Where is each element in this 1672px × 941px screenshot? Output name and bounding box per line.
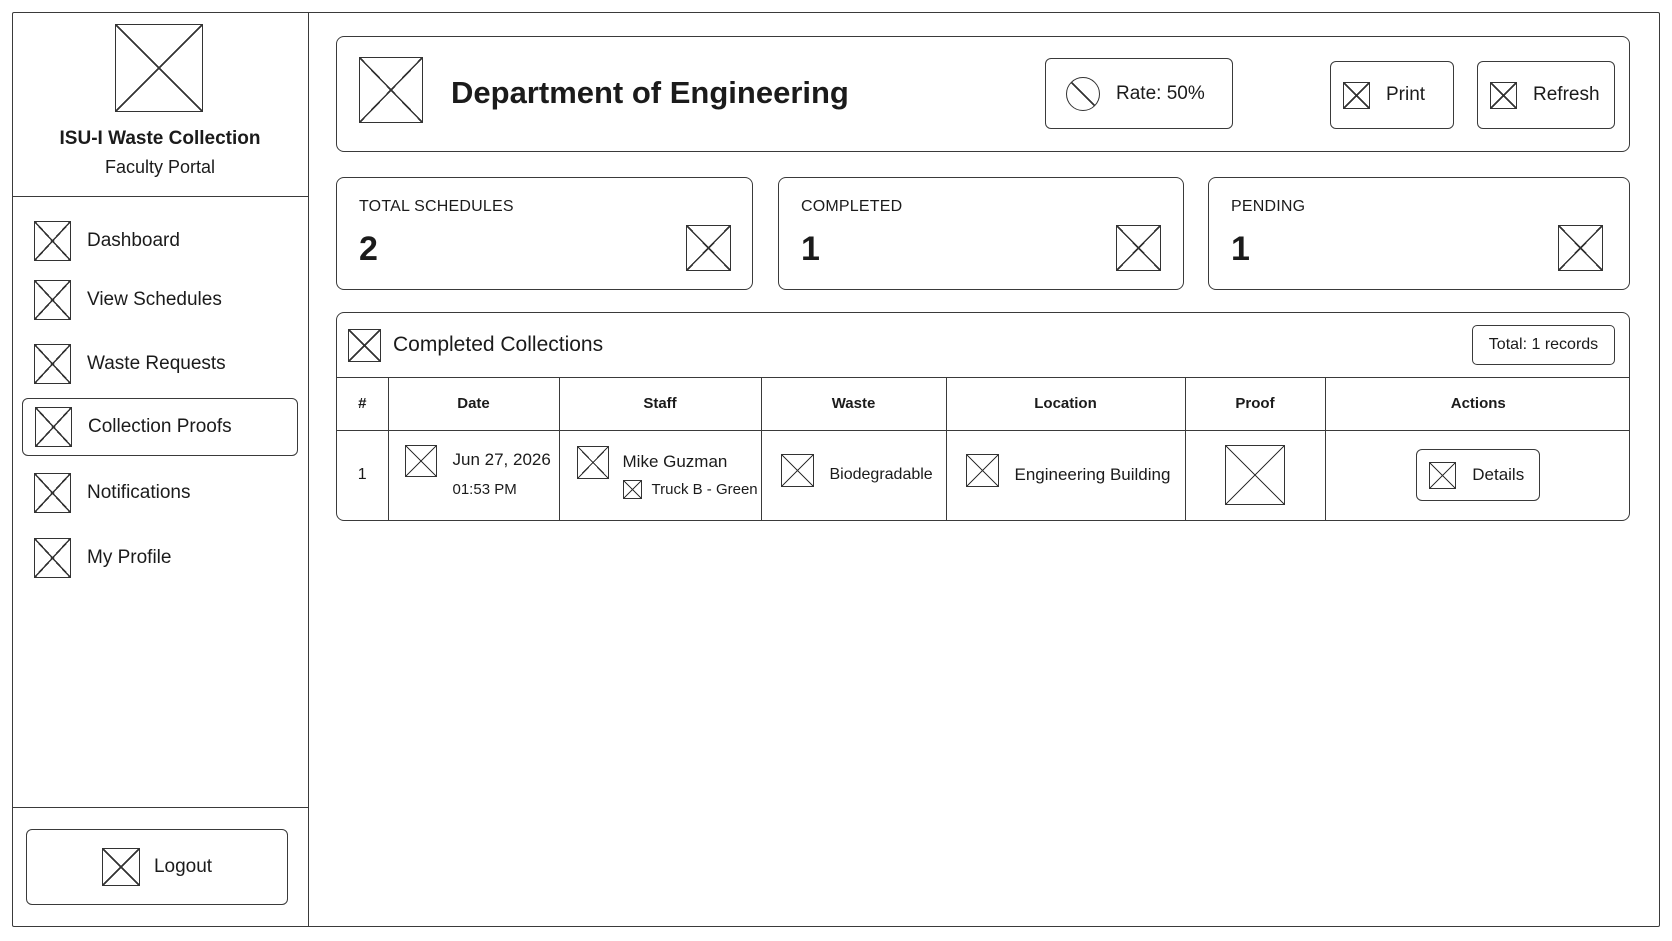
- proof-image-thumbnail[interactable]: [1225, 445, 1285, 505]
- sidebar-item-waste-requests[interactable]: [22, 335, 298, 393]
- column-header-waste[interactable]: Waste: [761, 378, 946, 430]
- sidebar-item-my-profile[interactable]: [22, 529, 298, 587]
- location-icon: [966, 454, 999, 487]
- location-name: Engineering Building: [1014, 465, 1171, 485]
- rate-badge: [1045, 58, 1233, 129]
- sidebar-item-label: Notifications: [87, 482, 191, 503]
- collections-table: [337, 378, 1630, 520]
- panel-title: Completed Collections: [393, 333, 604, 356]
- column-header-proof[interactable]: Proof: [1185, 378, 1325, 430]
- rate-label: Rate: 50%: [1116, 82, 1205, 104]
- sidebar-item-label: View Schedules: [87, 289, 222, 310]
- column-header-number[interactable]: #: [337, 378, 388, 430]
- brand-subtitle: Faculty Portal: [104, 157, 216, 177]
- logout-icon: [102, 848, 140, 886]
- waste-type-icon: [781, 454, 814, 487]
- staff-cell: [559, 430, 761, 520]
- refresh-button[interactable]: [1477, 61, 1615, 129]
- completed-collections-panel: [336, 312, 1630, 521]
- panel-header: [337, 313, 1629, 378]
- logout-label: Logout: [153, 856, 213, 877]
- calendar-icon: [405, 445, 437, 477]
- sidebar-item-collection-proofs[interactable]: [22, 398, 298, 456]
- collection-date: Jun 27, 2026: [452, 450, 551, 470]
- logo-placeholder-icon: [115, 24, 203, 112]
- stat-label: PENDING: [1231, 198, 1306, 215]
- waste-type: Biodegradable: [829, 466, 933, 484]
- page-title: Department of Engineering: [451, 75, 849, 110]
- details-icon: [1429, 462, 1456, 489]
- truck-icon: [623, 480, 642, 499]
- sidebar-item-notifications[interactable]: [22, 464, 298, 522]
- table-row[interactable]: [337, 430, 1630, 520]
- stat-value: 1: [1231, 230, 1250, 268]
- actions-cell: [1325, 430, 1630, 520]
- stat-label: TOTAL SCHEDULES: [359, 198, 514, 215]
- column-header-date[interactable]: Date: [388, 378, 559, 430]
- user-icon: [34, 538, 71, 578]
- collections-icon: [348, 329, 381, 362]
- staff-name: Mike Guzman: [622, 451, 728, 471]
- table-header-row: [337, 378, 1630, 430]
- details-label: Details: [1472, 465, 1525, 485]
- refresh-icon: [1490, 82, 1517, 109]
- refresh-label: Refresh: [1533, 84, 1600, 105]
- page-header: [336, 36, 1630, 152]
- truck-label: Truck B - Green: [651, 480, 758, 498]
- stat-card-total-schedules: [336, 177, 753, 290]
- print-button[interactable]: [1330, 61, 1454, 129]
- logout-section: [12, 807, 308, 927]
- stat-card-pending: [1208, 177, 1630, 290]
- date-cell: [388, 430, 559, 520]
- proof-icon: [35, 407, 72, 447]
- column-header-actions: Actions: [1325, 378, 1630, 430]
- calendar-icon: [34, 280, 71, 320]
- sidebar-item-label: Dashboard: [87, 230, 180, 251]
- stat-label: COMPLETED: [801, 198, 903, 215]
- stat-card-completed: [778, 177, 1184, 290]
- print-icon: [1343, 82, 1370, 109]
- schedule-stat-icon: [686, 225, 731, 271]
- dashboard-icon: [34, 221, 71, 261]
- details-button[interactable]: [1416, 449, 1540, 501]
- stat-value: 2: [359, 230, 378, 268]
- sidebar: [12, 12, 309, 927]
- bell-icon: [34, 473, 71, 513]
- sidebar-item-view-schedules[interactable]: [22, 271, 298, 329]
- column-header-location[interactable]: Location: [946, 378, 1185, 430]
- department-icon: [359, 57, 423, 123]
- proof-cell: [1185, 430, 1325, 520]
- sidebar-item-label: Waste Requests: [87, 353, 226, 374]
- print-label: Print: [1386, 84, 1426, 105]
- location-cell: [946, 430, 1185, 520]
- staff-avatar-icon: [577, 446, 609, 479]
- rate-circle-icon: [1066, 77, 1100, 111]
- sidebar-item-dashboard[interactable]: [22, 212, 298, 270]
- completed-stat-icon: [1116, 225, 1161, 271]
- request-icon: [34, 344, 71, 384]
- sidebar-item-label: My Profile: [87, 547, 172, 568]
- brand-title: ISU-I Waste Collection: [59, 128, 261, 149]
- row-number: 1: [337, 430, 388, 520]
- column-header-staff[interactable]: Staff: [559, 378, 761, 430]
- pending-stat-icon: [1558, 225, 1603, 271]
- waste-cell: [761, 430, 946, 520]
- logout-button[interactable]: [26, 829, 288, 905]
- collection-time: 01:53 PM: [452, 481, 517, 499]
- stat-value: 1: [801, 230, 820, 268]
- total-records-badge: Total: 1 records: [1472, 325, 1615, 365]
- sidebar-item-label: Collection Proofs: [88, 416, 232, 437]
- brand-block: [12, 12, 308, 197]
